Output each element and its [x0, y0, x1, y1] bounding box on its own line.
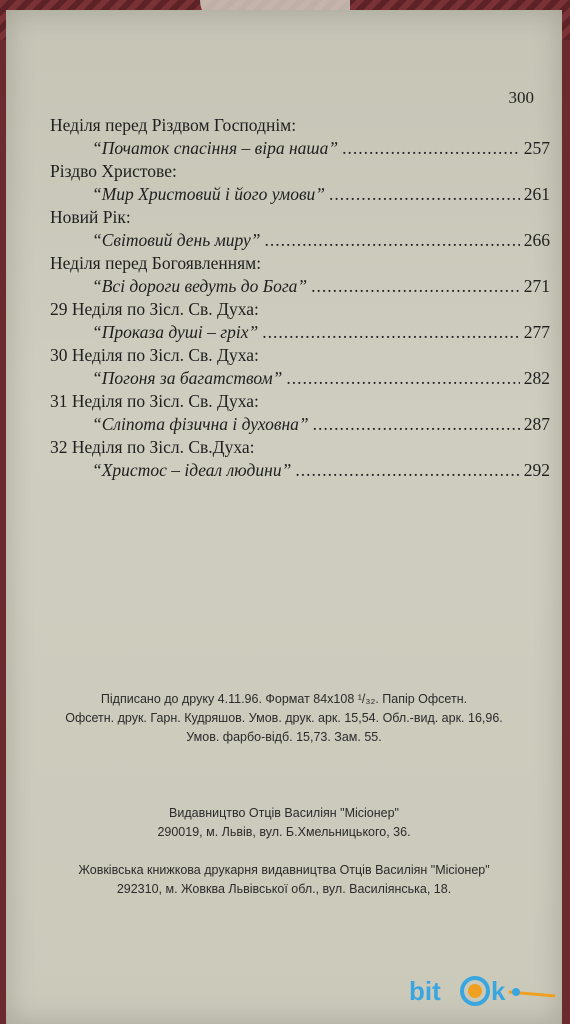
publisher-name: Видавництво Отців Василіян "Місіонер" [169, 806, 399, 820]
toc-entry-page: 261 [523, 184, 550, 204]
toc-section-heading: Новий Рік: [50, 207, 131, 227]
print-details-line: Підписано до друку 4.11.96. Формат 84х108 ¹/₃₂. Папір Офсетн. [100, 692, 468, 706]
toc-entry [50, 137, 550, 160]
dot-leader [265, 229, 520, 252]
dot-leader [311, 275, 520, 298]
toc-entry [50, 183, 550, 206]
toc-entry-page: 287 [523, 414, 550, 434]
toc-entry-title: “Мир Христовий і його умови” [92, 184, 326, 204]
toc-section-heading: 31 Неділя по Зісл. Св. Духа: [50, 391, 259, 411]
dot-leader [329, 183, 520, 206]
toc-section-heading: 30 Неділя по Зісл. Св. Духа: [50, 345, 259, 365]
toc-entry-page: 257 [523, 138, 550, 158]
book-page [6, 10, 562, 1024]
toc-entry-page: 271 [523, 276, 550, 296]
bitok-watermark-logo [405, 970, 565, 1010]
dot-leader [313, 413, 520, 436]
publisher-address: 290019, м. Львів, вул. Б.Хмельницького, 36. [157, 825, 411, 839]
toc-section-heading: 29 Неділя по Зісл. Св. Духа: [50, 299, 259, 319]
dot-leader [286, 367, 519, 390]
toc-entry-title: “Світовий день миру” [92, 230, 261, 250]
toc-section-heading: 32 Неділя по Зісл. Св.Духа: [50, 437, 255, 457]
toc-entry-page: 292 [523, 460, 550, 480]
svg-text:k: k [491, 976, 506, 1006]
dot-leader [295, 459, 519, 482]
publisher-info [6, 804, 562, 842]
toc-entry-title: “Христос – ідеал людини” [92, 460, 292, 480]
toc-entry-title: “Проказа душі – гріх” [92, 322, 259, 342]
dot-leader [342, 137, 520, 160]
print-details-line: Офсетн. друк. Гарн. Кудряшов. Умов. друк. арк. 15,54. Обл.-вид. арк. 16,96. [65, 711, 503, 725]
printer-address: 292310, м. Жовква Львівської обл., вул. Василіянська, 18. [116, 882, 452, 896]
toc-entry [50, 275, 550, 298]
toc-entry [50, 367, 550, 390]
toc-entry-title: “Сліпота фізична і духовна” [92, 414, 309, 434]
print-details [6, 690, 562, 747]
toc-entry-title: “Початок спасіння – віра наша” [92, 138, 339, 158]
toc-section-heading: Неділя перед Богоявленням: [50, 253, 262, 273]
toc-section-heading: Неділя перед Різдвом Господнім: [50, 115, 297, 135]
svg-text:bit: bit [409, 976, 441, 1006]
toc-entry [50, 459, 550, 482]
dot-leader [262, 321, 520, 344]
toc-section-heading: Різдво Христове: [50, 161, 177, 181]
toc-entry [50, 321, 550, 344]
toc-entry-title: “Погоня за багатством” [92, 368, 283, 388]
toc-entry-title: “Всі дороги ведуть до Бога” [92, 276, 308, 296]
table-of-contents [50, 114, 550, 482]
page-number: 300 [508, 88, 534, 107]
toc-entry-page: 266 [523, 230, 550, 250]
toc-entry-page: 282 [523, 368, 550, 388]
toc-entry [50, 229, 550, 252]
print-details-line: Умов. фарбо-відб. 15,73. Зам. 55. [186, 730, 382, 744]
printer-info [6, 861, 562, 899]
toc-entry-page: 277 [523, 322, 550, 342]
printer-name: Жовківська книжкова друкарня видавництва Отців Василіян "Місіонер" [78, 863, 490, 877]
toc-entry [50, 413, 550, 436]
